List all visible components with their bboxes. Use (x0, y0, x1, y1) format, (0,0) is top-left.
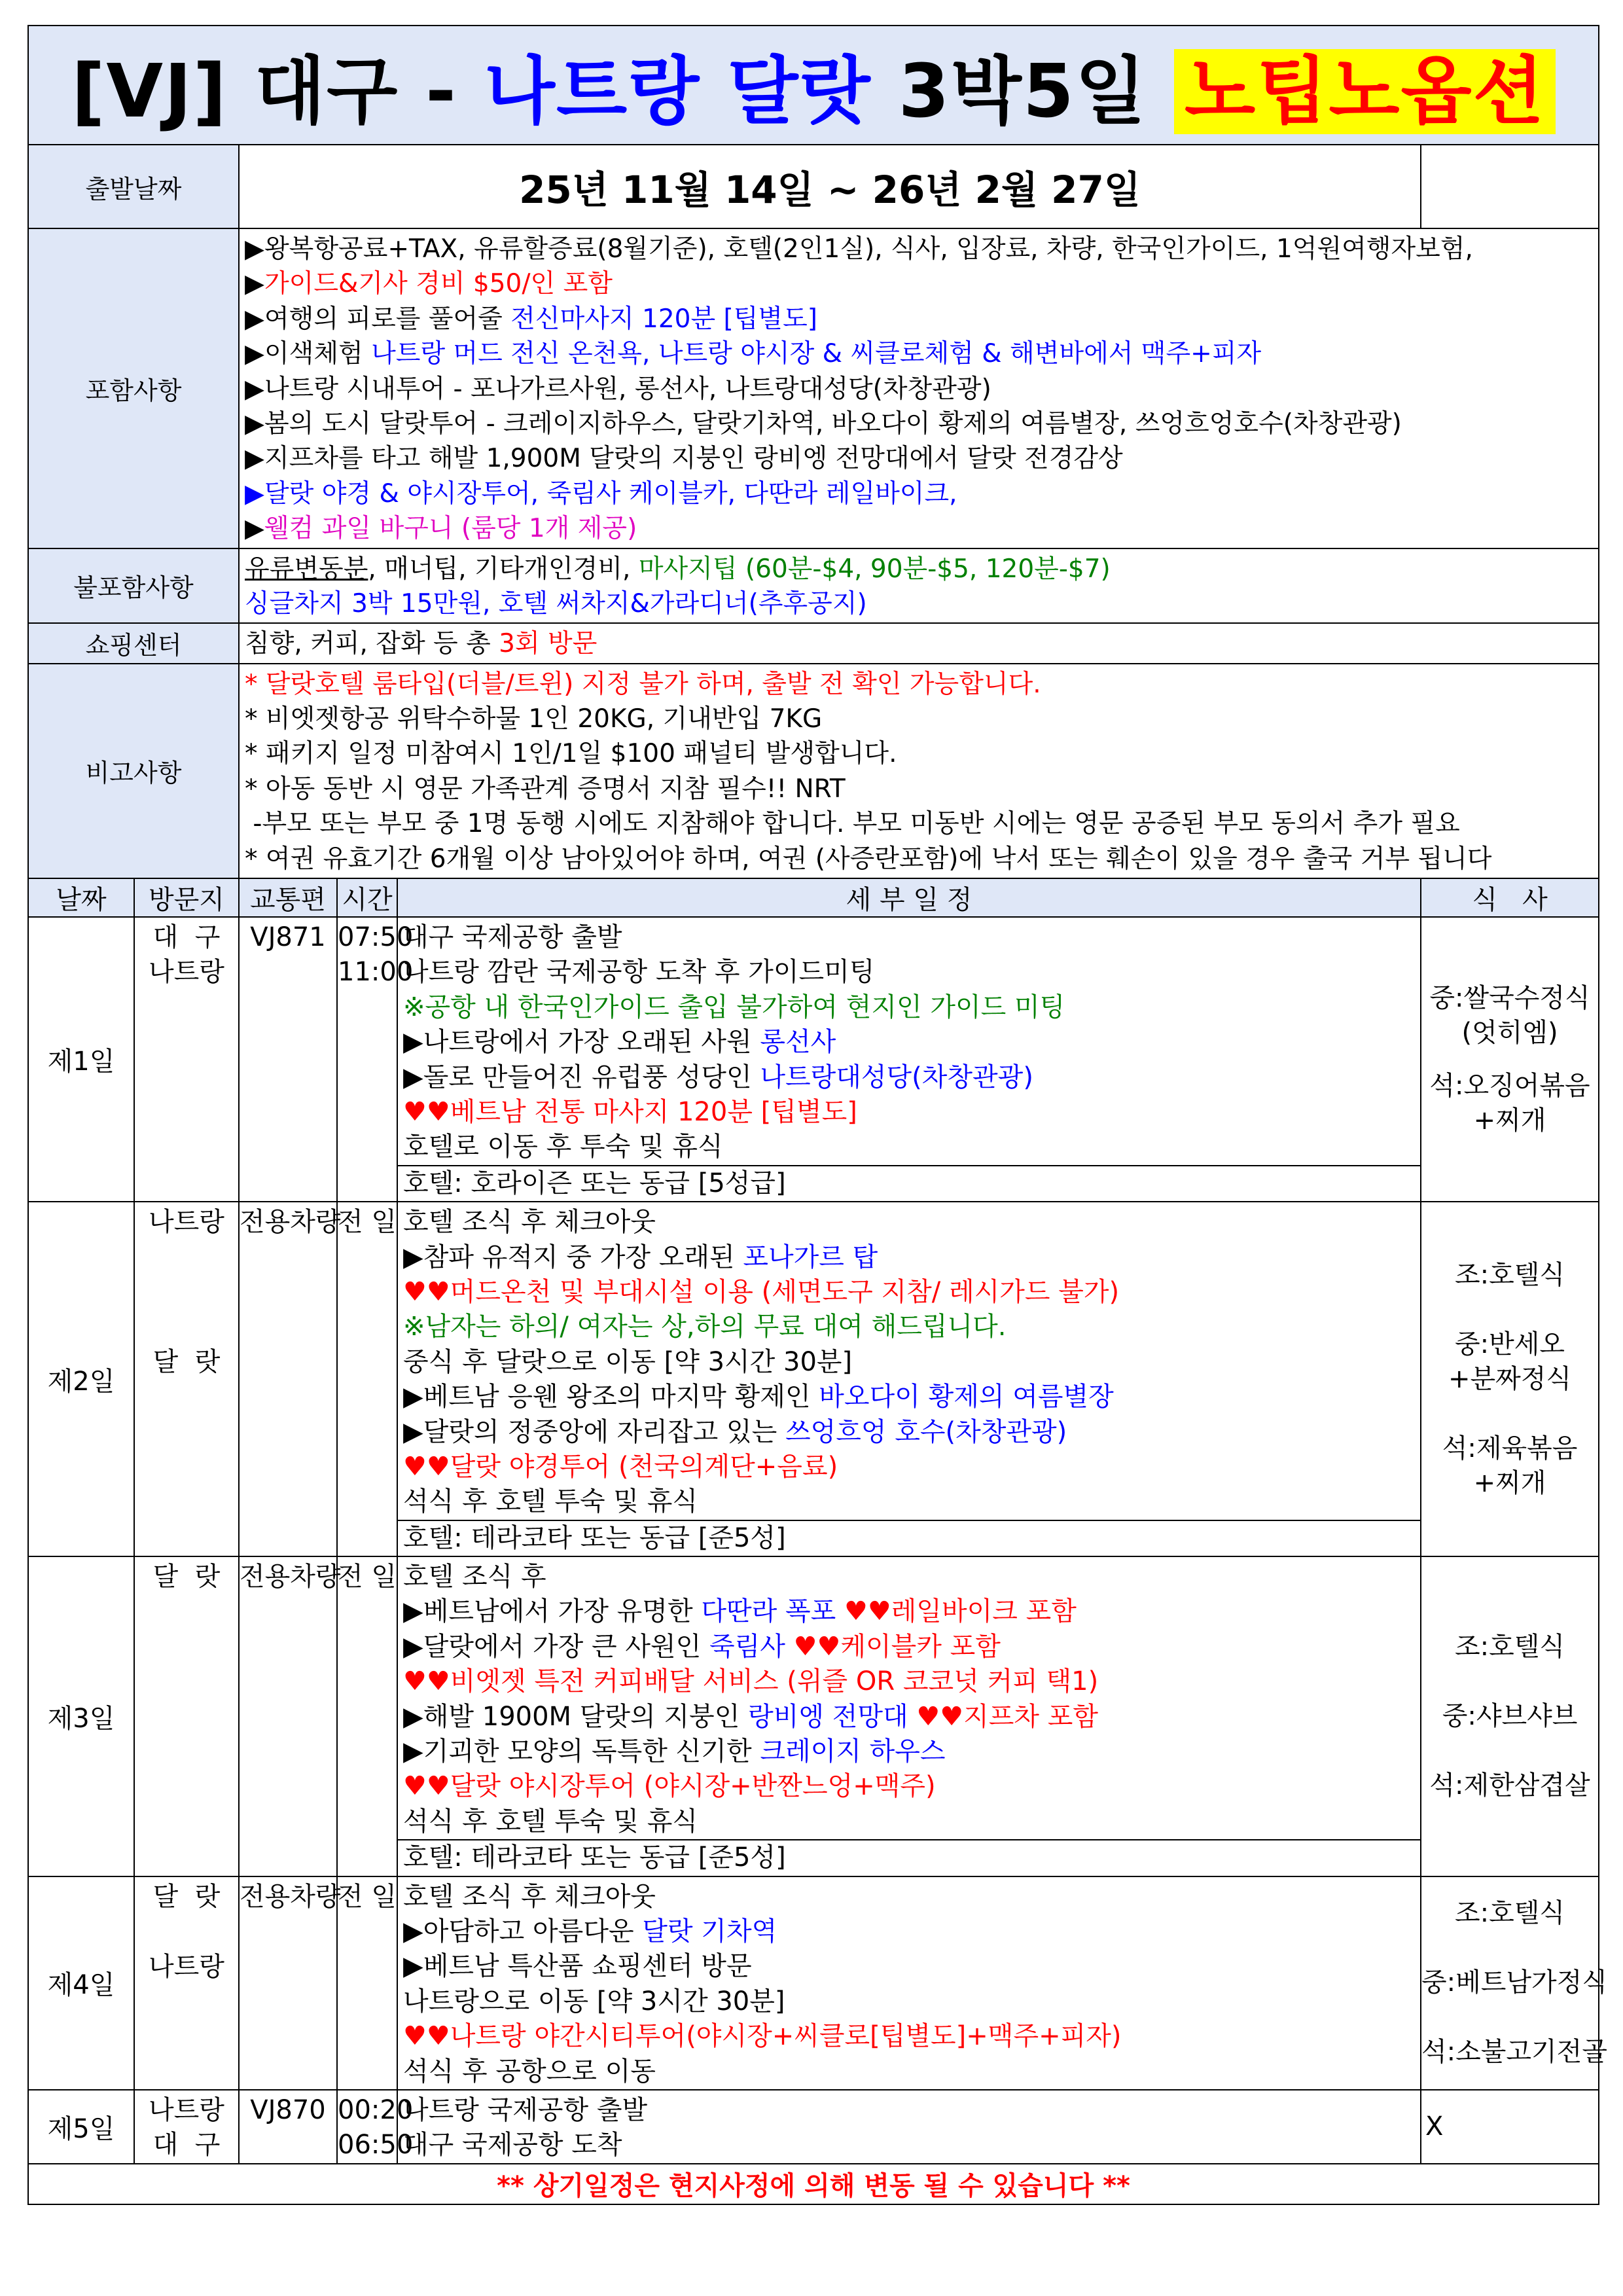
footer-note: ** 상기일정은 현지사정에 의해 변동 될 수 있습니다 ** (28, 2164, 1599, 2204)
schedule-line: 석식 후 호텔 투숙 및 휴식 (403, 1806, 698, 1837)
included-line: ▶가이드&기사 경비 $50/인 포함 (245, 269, 613, 299)
schedule-line: ▶해발 1900M 달랏의 지붕인 랑비엥 전망대 ♥♥지프차 포함 (403, 1701, 1098, 1732)
day-schedule (397, 1876, 1421, 2090)
remarks-label: 비고사항 (28, 664, 239, 878)
day-label: 제4일 (28, 1876, 134, 2090)
page-title (28, 26, 1599, 145)
day-meals: 조:호텔식 중:베트남가정식 석:소불고기전골 (1421, 1876, 1599, 2090)
schedule-line: 나트랑으로 이동 [약 3시간 30분] (403, 1986, 785, 2017)
schedule-line: 대구 국제공항 도착 (403, 2130, 622, 2161)
schedule-line: ♥♥나트랑 야간시티투어(야시장+씨클로[팁별도]+맥주+피자) (403, 2021, 1122, 2052)
hotel-line: 호텔: 테라코타 또는 동급 [준5성] (398, 1520, 1420, 1556)
day-time: 전 일 (337, 1876, 397, 2090)
included-content (239, 228, 1599, 548)
schedule-line: ♥♥머드온천 및 부대시설 이용 (세면도구 지참/ 레시가드 불가) (403, 1276, 1120, 1307)
included-label: 포함사항 (28, 228, 239, 548)
day-meals: X (1421, 2090, 1599, 2164)
schedule-line: ♥♥달랏 야시장투어 (야시장+반짠느엉+맥주) (403, 1771, 936, 1802)
day-time: 전 일 (337, 1556, 397, 1876)
schedule-line: 대구 국제공항 출발 (403, 922, 622, 953)
title-highlight: 노팁노옵션 (1174, 49, 1556, 134)
day-time: 전 일 (337, 1202, 397, 1556)
remark-line: * 패키지 일정 미참여시 1인/1일 $100 패널티 발생합니다. (245, 739, 897, 769)
day-row (28, 2090, 1599, 2164)
schedule-line: ▶참파 유적지 중 가장 오래된 포나가르 탑 (403, 1242, 878, 1272)
header-date: 날짜 (28, 878, 134, 917)
schedule-line: 호텔 조식 후 체크아웃 (403, 1207, 656, 1238)
day-label: 제1일 (28, 917, 134, 1202)
included-line: ▶나트랑 시내투어 - 포나가르사원, 롱선사, 나트랑대성당(차창관광) (245, 374, 991, 404)
remark-line: * 달랏호텔 룸타입(더블/트윈) 지정 불가 하며, 출발 전 확인 가능합니다. (245, 669, 1041, 699)
departure-dates: 25년 11월 14일 ~ 26년 2월 27일 (239, 145, 1421, 228)
day-row (28, 1556, 1599, 1876)
schedule-line: ▶베트남에서 가장 유명한 다딴라 폭포 ♥♥레일바이크 포함 (403, 1596, 1077, 1627)
departure-blank (1421, 145, 1599, 228)
itinerary-table (27, 25, 1607, 2205)
schedule-line: 나트랑 국제공항 출발 (403, 2094, 648, 2125)
day-label: 제3일 (28, 1556, 134, 1876)
header-detail: 세 부 일 정 (397, 878, 1421, 917)
title-part1: [VJ] 대구 - (71, 48, 484, 134)
header-place: 방문지 (134, 878, 239, 917)
shopping-label: 쇼핑센터 (28, 623, 239, 663)
day-places: 나트랑 달 랏 (134, 1202, 239, 1556)
schedule-line: ※남자는 하의/ 여자는 상,하의 무료 대여 해드립니다. (403, 1312, 1007, 1342)
excluded-line: 싱글차지 3박 15만원, 호텔 써차지&가라디너(추후공지) (245, 588, 867, 619)
hotel-line: 호텔: 테라코타 또는 동급 [준5성] (398, 1839, 1420, 1875)
itinerary-sheet (27, 25, 1607, 2205)
shopping-content (239, 623, 1599, 663)
day-time: 00:20 06:50 (337, 2090, 397, 2164)
schedule-line: ▶돌로 만들어진 유럽풍 성당인 나트랑대성당(차창관광) (403, 1062, 1033, 1092)
day-transport: 전용차량 (239, 1202, 337, 1556)
schedule-line: ▶베트남 응웬 왕조의 마지막 황제인 바오다이 황제의 여름별장 (403, 1382, 1114, 1412)
day-places: 달 랏 (134, 1556, 239, 1876)
schedule-line: ♥♥비엣젯 특전 커피배달 서비스 (위즐 OR 코코넛 커피 택1) (403, 1666, 1099, 1697)
day-places: 나트랑 대 구 (134, 2090, 239, 2164)
shopping-line: 침향, 커피, 잡화 등 총 3회 방문 (245, 629, 597, 659)
excluded-line: 유류변동분, 매너팁, 기타개인경비, 마사지팁 (60분-$4, 90분-$5, 120분-$7) (245, 554, 1111, 584)
remark-line: * 여권 유효기간 6개월 이상 남아있어야 하며, 여권 (사증란포함)에 낙서 또는 훼손이 있을 경우 출국 거부 됩니다 (245, 844, 1492, 874)
header-time: 시간 (337, 878, 397, 917)
schedule-line: ▶달랏의 정중앙에 자리잡고 있는 쓰엉흐엉 호수(차창관광) (403, 1416, 1067, 1447)
header-transport: 교통편 (239, 878, 337, 917)
day-row (28, 917, 1599, 1202)
day-label: 제5일 (28, 2090, 134, 2164)
day-transport: 전용차량 (239, 1876, 337, 2090)
day-row (28, 1876, 1599, 2090)
schedule-line: ▶기괴한 모양의 독특한 신기한 크레이지 하우스 (403, 1736, 946, 1767)
included-line: ▶웰컴 과일 바구니 (룸당 1개 제공) (245, 514, 637, 544)
schedule-line: ▶베트남 특산품 쇼핑센터 방문 (403, 1951, 752, 1982)
excluded-content (239, 548, 1599, 624)
day-places: 대 구 나트랑 (134, 917, 239, 1202)
day-meals: 중:쌀국수정식 (엇히엠) 석:오징어볶음 +찌개 (1421, 917, 1599, 1202)
day-transport: VJ871 (239, 917, 337, 1202)
day-schedule (397, 2090, 1421, 2164)
included-line: ▶여행의 피로를 풀어줄 전신마사지 120분 [팁별도] (245, 304, 817, 334)
remark-line: -부모 또는 부모 중 1명 동행 시에도 지참해야 합니다. 부모 미동반 시에는 영문 공증된 부모 동의서 추가 필요 (245, 809, 1460, 839)
hotel-line: 호텔: 호라이즌 또는 동급 [5성급] (398, 1165, 1420, 1201)
included-line: ▶달랏 야경 & 야시장투어, 죽림사 케이블카, 다딴라 레일바이크, (245, 478, 957, 509)
title-part3: 3박5일 (871, 48, 1174, 134)
day-label: 제2일 (28, 1202, 134, 1556)
included-line: ▶봄의 도시 달랏투어 - 크레이지하우스, 달랏기차역, 바오다이 황제의 여름별장, 쓰엉흐엉호수(차창관광) (245, 408, 1402, 439)
day-places: 달 랏 나트랑 (134, 1876, 239, 2090)
schedule-line: ▶아담하고 아름다운 달랏 기차역 (403, 1916, 777, 1946)
schedule-line: ▶나트랑에서 가장 오래된 사원 롱선사 (403, 1027, 836, 1058)
schedule-line: 석식 후 공항으로 이동 (403, 2056, 656, 2087)
header-meal: 식 사 (1421, 878, 1599, 917)
schedule-line: ▶달랏에서 가장 큰 사원인 죽림사 ♥♥케이블카 포함 (403, 1631, 1001, 1662)
remark-line: * 비엣젯항공 위탁수하물 1인 20KG, 기내반입 7KG (245, 704, 823, 734)
schedule-line: 호텔로 이동 후 투숙 및 휴식 (403, 1132, 723, 1162)
schedule-line: 호텔 조식 후 (403, 1562, 546, 1592)
title-part2: 나트랑 달랏 (484, 48, 872, 134)
day-transport: VJ870 (239, 2090, 337, 2164)
day-meals: 조:호텔식 중:반세오 +분짜정식 석:제육볶음 +찌개 (1421, 1202, 1599, 1556)
day-schedule (397, 917, 1421, 1202)
day-time: 07:50 11:00 (337, 917, 397, 1202)
day-schedule (397, 1556, 1421, 1876)
schedule-line: ♥♥베트남 전통 마사지 120분 [팁별도] (403, 1096, 857, 1127)
schedule-line: ※공항 내 한국인가이드 출입 불가하여 현지인 가이드 미팅 (403, 992, 1065, 1022)
day-meals: 조:호텔식 중:샤브샤브 석:제한삼겹살 (1421, 1556, 1599, 1876)
remark-line: * 아동 동반 시 영문 가족관계 증명서 지참 필수!! NRT (245, 774, 846, 804)
day-transport: 전용차량 (239, 1556, 337, 1876)
schedule-line: 나트랑 깜란 국제공항 도착 후 가이드미팅 (403, 957, 875, 988)
excluded-label: 불포함사항 (28, 548, 239, 624)
day-schedule (397, 1202, 1421, 1556)
day-row (28, 1202, 1599, 1556)
schedule-line: 호텔 조식 후 체크아웃 (403, 1881, 656, 1912)
schedule-line: ♥♥달랏 야경투어 (천국의계단+음료) (403, 1451, 838, 1482)
included-line: ▶지프차를 타고 해발 1,900M 달랏의 지붕인 랑비엥 전망대에서 달랏 전경감상 (245, 444, 1123, 474)
included-line: ▶이색체험 나트랑 머드 전신 온천욕, 나트랑 야시장 & 씨클로체험 & 해변바에서 맥주+피자 (245, 339, 1262, 369)
remarks-content (239, 664, 1599, 878)
schedule-line: 중식 후 달랏으로 이동 [약 3시간 30분] (403, 1346, 853, 1377)
departure-label: 출발날짜 (28, 145, 239, 228)
included-line: ▶왕복항공료+TAX, 유류할증료(8월기준), 호텔(2인1실), 식사, 입장료, 차량, 한국인가이드, 1억원여행자보험, (245, 234, 1473, 264)
schedule-line: 석식 후 호텔 투숙 및 휴식 (403, 1486, 698, 1517)
